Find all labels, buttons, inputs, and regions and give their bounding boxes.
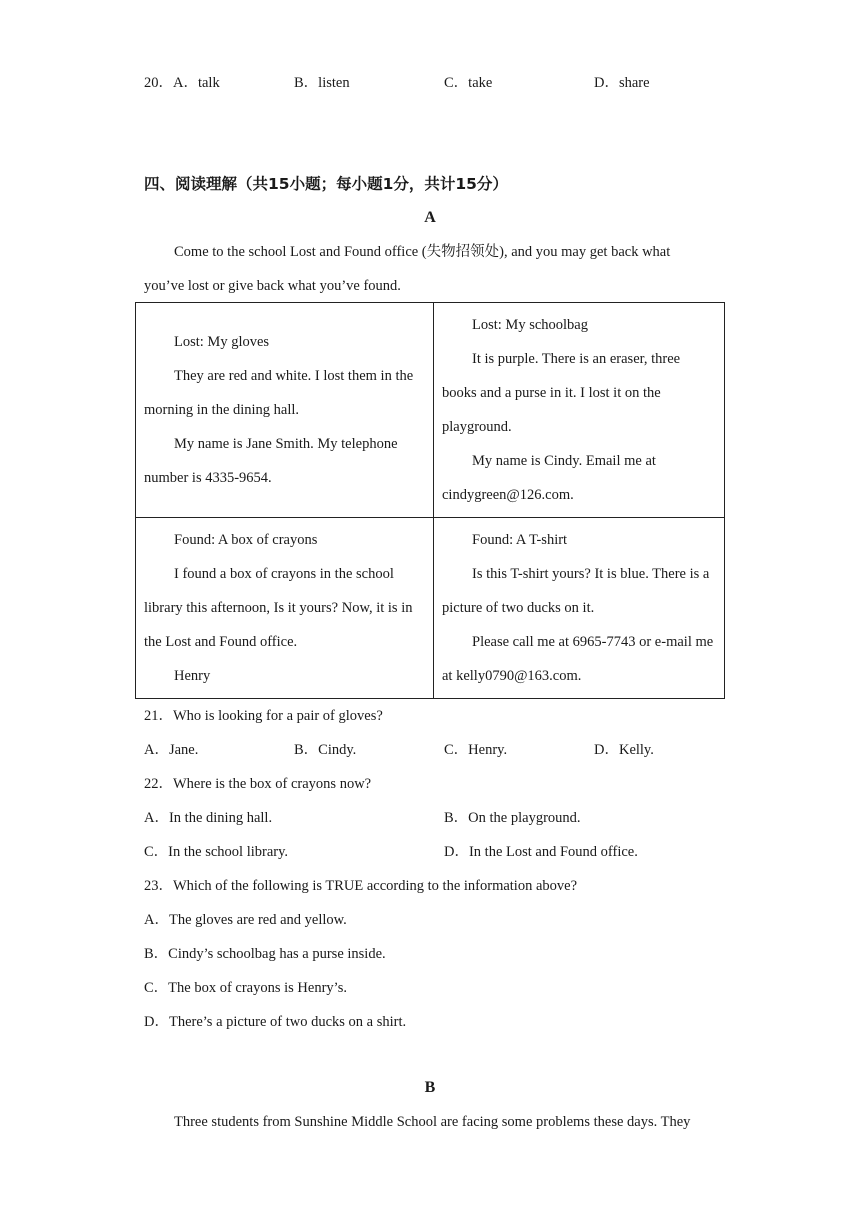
q21-option-b: B．Cindy. (294, 742, 357, 758)
q23-option-c: C．The box of crayons is Henry’s. (144, 980, 347, 996)
q22-option-a: A．In the dining hall. (144, 810, 273, 826)
q22-stem: 22．Where is the box of crayons now? (144, 776, 372, 792)
notice-found-tshirt (434, 518, 725, 699)
notice-lost-gloves (136, 303, 434, 518)
q21-option-d: D．Kelly. (594, 742, 654, 758)
q23-stem: 23．Which of the following is TRUE according to the information above? (144, 878, 578, 894)
notice-text: I found a box of crayons in the school library this afternoon, Is it yours? Now, it is in the Lost and Found office. (144, 566, 413, 650)
notice-text: My name is Cindy. Email me at cindygreen@126.com. (442, 453, 656, 503)
notice-text: Please call me at 6965-7743 or e-mail me at kelly0790@163.com. (442, 634, 714, 684)
section-title: 四、阅读理解（共15小题；每小题1分，共计15分） (144, 175, 508, 193)
q20-option-b: B．listen (294, 75, 350, 91)
q21-option-a: A．Jane. (144, 742, 199, 758)
q20-option-a: 20．A．talk (144, 75, 220, 91)
q21-option-c: C．Henry. (444, 742, 508, 758)
notice-title: Lost: My gloves (174, 334, 270, 350)
q20-option-c: C．take (444, 75, 493, 91)
notice-found-crayons (136, 518, 434, 699)
notice-text: It is purple. There is an eraser, three books and a purse in it. I lost it on the playground. (442, 351, 681, 435)
q21-stem: 21．Who is looking for a pair of gloves? (144, 708, 383, 724)
q23-option-a: A．The gloves are red and yellow. (144, 912, 347, 928)
notice-lost-schoolbag (434, 303, 725, 518)
passage-a-intro-line2: you’ve lost or give back what you’ve found. (144, 278, 401, 294)
passage-a-heading: A (424, 209, 436, 226)
q23-option-d: D．There’s a picture of two ducks on a shirt. (144, 1014, 407, 1030)
q22-option-b: B．On the playground. (444, 810, 581, 826)
notice-text: My name is Jane Smith. My telephone number is 4335-9654. (144, 436, 398, 486)
notice-title: Lost: My schoolbag (472, 317, 588, 333)
notice-text: They are red and white. I lost them in the morning in the dining hall. (144, 368, 414, 418)
q22-option-d: D．In the Lost and Found office. (444, 844, 638, 860)
passage-a-intro-line1: Come to the school Lost and Found office (失物招领处), and you may get back what (174, 244, 671, 260)
notice-signature: Henry (174, 668, 211, 684)
q23-option-b: B．Cindy’s schoolbag has a purse inside. (144, 946, 386, 962)
passage-b-line1: Three students from Sunshine Middle School are facing some problems these days. They (174, 1114, 691, 1130)
passage-b-heading: B (424, 1079, 436, 1096)
notice-title: Found: A T-shirt (472, 532, 568, 548)
notice-title: Found: A box of crayons (174, 532, 318, 548)
q22-option-c: C．In the school library. (144, 844, 289, 860)
q20-option-d: D．share (594, 75, 650, 91)
notice-text: Is this T-shirt yours? It is blue. There is a picture of two ducks on it. (442, 566, 710, 616)
notice-table (135, 302, 725, 699)
